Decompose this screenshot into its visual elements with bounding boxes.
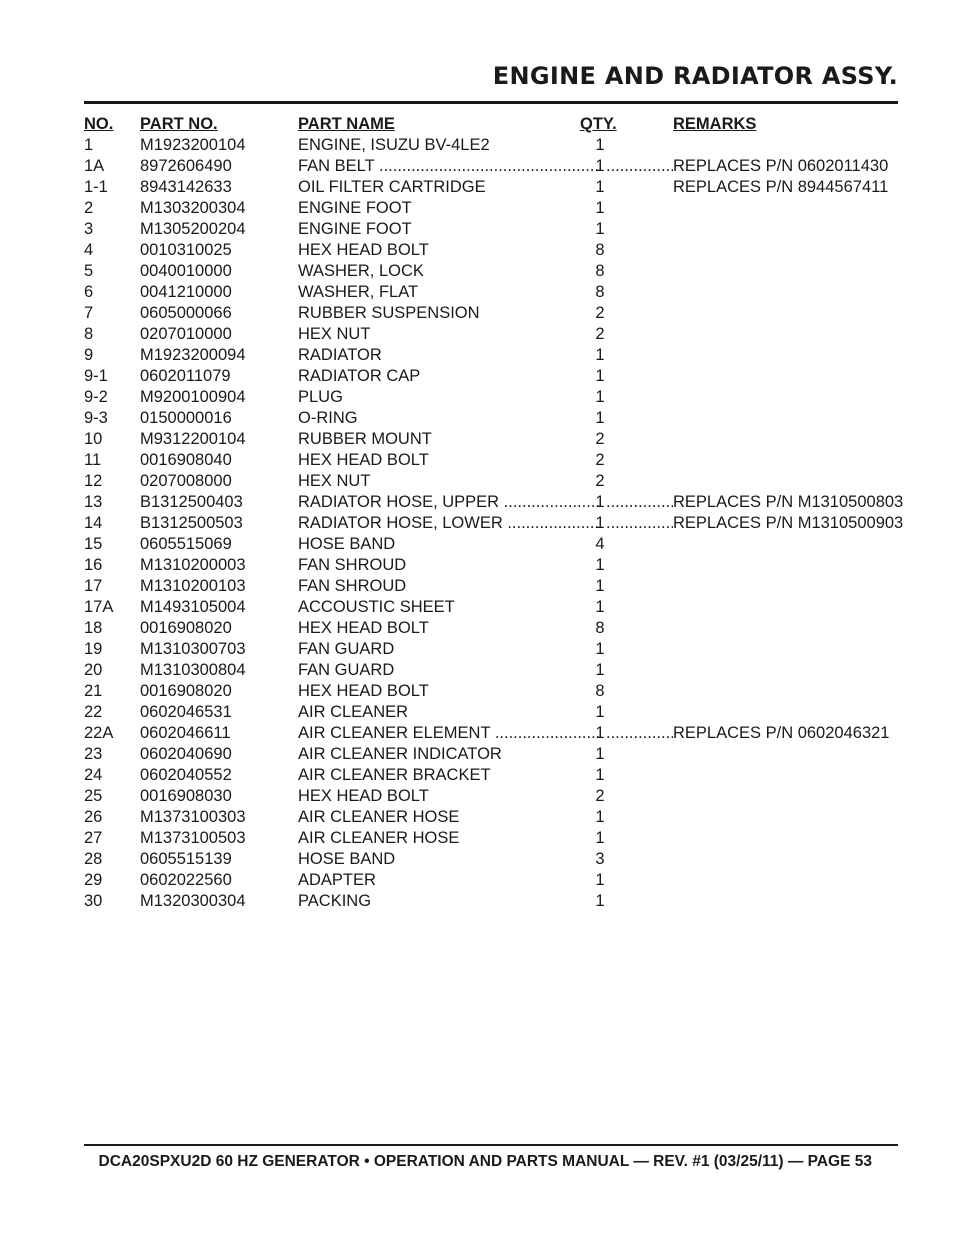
- part-number: M1320300304: [140, 892, 246, 910]
- part-name: AIR CLEANER BRACKET: [298, 766, 491, 784]
- quantity: 1: [595, 514, 605, 532]
- part-number: 0602022560: [140, 871, 232, 889]
- part-name: ENGINE, ISUZU BV-4LE2: [298, 136, 490, 154]
- part-number-index: 25: [84, 787, 103, 805]
- part-number-index: 9-3: [84, 409, 108, 427]
- table-row: [84, 576, 898, 597]
- table-row: [84, 282, 898, 303]
- table-row: [84, 849, 898, 870]
- table-row: [84, 597, 898, 618]
- part-number-index: 15: [84, 535, 103, 553]
- part-name: HEX NUT: [298, 472, 371, 490]
- quantity: 1: [595, 556, 605, 574]
- part-name: ENGINE FOOT: [298, 220, 412, 238]
- quantity: 1: [595, 136, 605, 154]
- part-number: M1310200103: [140, 577, 246, 595]
- part-name: HOSE BAND: [298, 850, 396, 868]
- quantity: 1: [595, 703, 605, 721]
- part-number-index: 2: [84, 199, 94, 217]
- table-row: [84, 807, 898, 828]
- quantity: 1: [595, 220, 605, 238]
- part-number: M1493105004: [140, 598, 246, 616]
- part-number: M1923200094: [140, 346, 246, 364]
- table-row: [84, 660, 898, 681]
- part-name: FAN GUARD: [298, 661, 395, 679]
- remarks: REPLACES P/N 0602011430: [673, 157, 889, 175]
- quantity: 1: [595, 871, 605, 889]
- table-row: [84, 198, 898, 219]
- part-number: 0016908030: [140, 787, 232, 805]
- quantity: 2: [595, 787, 605, 805]
- part-number-index: 20: [84, 661, 103, 679]
- part-number-index: 1A: [84, 157, 105, 175]
- quantity: 2: [595, 451, 605, 469]
- quantity: 1: [595, 598, 605, 616]
- part-name: RUBBER MOUNT: [298, 430, 432, 448]
- part-number-index: 29: [84, 871, 103, 889]
- table-row: [84, 744, 898, 765]
- part-number-index: 27: [84, 829, 103, 847]
- quantity: 1: [595, 892, 605, 910]
- parts-table: [84, 114, 904, 912]
- part-number: B1312500403: [140, 493, 243, 511]
- part-name: FAN SHROUD: [298, 577, 407, 595]
- part-name: AIR CLEANER HOSE: [298, 808, 460, 826]
- table-row: [84, 534, 898, 555]
- part-number: 0040010000: [140, 262, 232, 280]
- quantity: 8: [595, 682, 605, 700]
- part-number: 8943142633: [140, 178, 232, 196]
- part-number-index: 5: [84, 262, 94, 280]
- page-footer: DCA20SPXU2D 60 HZ GENERATOR • OPERATION AND PARTS MANUAL — REV. #1 (03/25/11) — PAGE 53: [98, 1153, 872, 1170]
- page-title: ENGINE AND RADIATOR ASSY.: [492, 62, 898, 90]
- quantity: 1: [595, 724, 605, 742]
- table-row: [84, 786, 898, 807]
- part-number-index: 6: [84, 283, 94, 301]
- part-number: M1310300804: [140, 661, 246, 679]
- remarks-leader: [606, 513, 673, 533]
- part-name: RUBBER SUSPENSION: [298, 304, 480, 322]
- part-name: RADIATOR HOSE, UPPER .....: [298, 492, 600, 512]
- part-name: HEX HEAD BOLT: [298, 619, 429, 637]
- part-number-index: 11: [84, 451, 102, 469]
- table-row: [84, 429, 898, 450]
- header-part-no: PART NO.: [140, 115, 218, 133]
- part-name: WASHER, LOCK: [298, 262, 424, 280]
- part-name: HEX NUT: [298, 325, 371, 343]
- part-number-index: 4: [84, 241, 94, 259]
- part-number: 0010310025: [140, 241, 232, 259]
- part-number-index: 17: [84, 577, 103, 595]
- part-number: 0016908040: [140, 451, 232, 469]
- part-number: 0207010000: [140, 325, 232, 343]
- part-name: PLUG: [298, 388, 343, 406]
- part-name: OIL FILTER CARTRIDGE: [298, 178, 486, 196]
- remarks: REPLACES P/N M1310500803: [673, 493, 904, 511]
- part-name: RADIATOR CAP: [298, 367, 421, 385]
- part-name: HEX HEAD BOLT: [298, 787, 429, 805]
- part-number: M1373100503: [140, 829, 246, 847]
- part-name: AIR CLEANER HOSE: [298, 829, 460, 847]
- table-row: [84, 828, 898, 849]
- part-number-index: 3: [84, 220, 94, 238]
- part-name: ADAPTER: [298, 871, 376, 889]
- part-number: M1373100303: [140, 808, 246, 826]
- part-name: HOSE BAND: [298, 535, 396, 553]
- table-row: [84, 345, 898, 366]
- header-no: NO.: [84, 115, 114, 133]
- table-row: [84, 513, 904, 534]
- quantity: 1: [595, 808, 605, 826]
- table-row: [84, 156, 898, 177]
- quantity: 2: [595, 325, 605, 343]
- table-row: [84, 366, 898, 387]
- quantity: 1: [595, 199, 605, 217]
- part-number: M9200100904: [140, 388, 246, 406]
- table-header-row: [84, 114, 898, 135]
- part-name: HEX HEAD BOLT: [298, 241, 429, 259]
- table-row: [84, 723, 898, 744]
- part-number: 0016908020: [140, 619, 232, 637]
- table-row: [84, 471, 898, 492]
- part-number-index: 18: [84, 619, 103, 637]
- quantity: 8: [595, 283, 605, 301]
- quantity: 1: [595, 745, 605, 763]
- part-number-index: 8: [84, 325, 94, 343]
- part-number: M1310300703: [140, 640, 246, 658]
- part-name: RADIATOR: [298, 346, 382, 364]
- remarks-leader: [606, 723, 673, 743]
- part-number-index: 23: [84, 745, 103, 763]
- part-name: WASHER, FLAT: [298, 283, 419, 301]
- part-number-index: 21: [84, 682, 103, 700]
- table-row: [84, 261, 898, 282]
- quantity: 3: [595, 850, 605, 868]
- table-row: [84, 135, 898, 156]
- table-row: [84, 408, 898, 429]
- quantity: 8: [595, 619, 605, 637]
- table-row: [84, 387, 898, 408]
- part-name: FAN BELT .....: [298, 156, 600, 176]
- part-name: RADIATOR HOSE, LOWER .....: [298, 513, 600, 533]
- part-number-index: 7: [84, 304, 94, 322]
- quantity: 1: [595, 367, 605, 385]
- quantity: 2: [595, 430, 605, 448]
- part-number: 0605000066: [140, 304, 232, 322]
- part-number: 0602040552: [140, 766, 232, 784]
- part-number: 0602040690: [140, 745, 232, 763]
- part-number-index: 10: [84, 430, 103, 448]
- header-qty: QTY.: [580, 115, 617, 133]
- part-number: M1303200304: [140, 199, 246, 217]
- part-number: M1305200204: [140, 220, 246, 238]
- part-number: 8972606490: [140, 157, 232, 175]
- table-row: [84, 240, 898, 261]
- table-row: [84, 450, 898, 471]
- part-number-index: 13: [84, 493, 103, 511]
- quantity: 1: [595, 178, 605, 196]
- part-number: M1923200104: [140, 136, 246, 154]
- part-name: PACKING: [298, 892, 372, 910]
- title-rule: [84, 101, 898, 104]
- table-row: [84, 555, 898, 576]
- part-number: 0605515139: [140, 850, 232, 868]
- part-number-index: 19: [84, 640, 103, 658]
- table-row: [84, 492, 904, 513]
- part-number: 0602011079: [140, 367, 231, 385]
- table-row: [84, 870, 898, 891]
- part-number: B1312500503: [140, 514, 243, 532]
- part-number: 0150000016: [140, 409, 232, 427]
- quantity: 1: [595, 766, 605, 784]
- quantity: 8: [595, 262, 605, 280]
- quantity: 1: [595, 157, 605, 175]
- quantity: 1: [595, 346, 605, 364]
- part-name: AIR CLEANER INDICATOR: [298, 745, 502, 763]
- part-number-index: 1: [84, 136, 94, 154]
- quantity: 1: [595, 577, 605, 595]
- table-row: [84, 702, 898, 723]
- part-number-index: 1-1: [84, 178, 108, 196]
- part-name: FAN SHROUD: [298, 556, 407, 574]
- table-row: [84, 765, 898, 786]
- part-number-index: 30: [84, 892, 103, 910]
- table-row: [84, 618, 898, 639]
- table-row: [84, 639, 898, 660]
- table-row: [84, 177, 898, 198]
- header-part-name: PART NAME: [298, 115, 395, 133]
- part-number: 0602046531: [140, 703, 232, 721]
- part-name: AIR CLEANER: [298, 703, 409, 721]
- footer-rule: [84, 1144, 898, 1146]
- table-body: [84, 135, 904, 912]
- remarks: REPLACES P/N 0602046321: [673, 724, 890, 742]
- part-number-index: 16: [84, 556, 103, 574]
- part-number-index: 14: [84, 514, 103, 532]
- part-number-index: 22A: [84, 724, 114, 742]
- remarks: REPLACES P/N M1310500903: [673, 514, 904, 532]
- header-remarks: REMARKS: [673, 115, 757, 133]
- quantity: 1: [595, 829, 605, 847]
- part-number-index: 28: [84, 850, 103, 868]
- part-name: ACCOUSTIC SHEET: [298, 598, 455, 616]
- part-number-index: 12: [84, 472, 103, 490]
- quantity: 1: [595, 409, 605, 427]
- part-number: M1310200003: [140, 556, 246, 574]
- remarks-leader: [606, 492, 673, 512]
- table-row: [84, 681, 898, 702]
- quantity: 1: [595, 493, 605, 511]
- part-number: 0207008000: [140, 472, 232, 490]
- quantity: 8: [595, 241, 605, 259]
- part-number-index: 22: [84, 703, 103, 721]
- part-number: M9312200104: [140, 430, 246, 448]
- table-row: [84, 324, 898, 345]
- remarks-leader: [606, 156, 673, 176]
- part-name: ENGINE FOOT: [298, 199, 412, 217]
- part-name: FAN GUARD: [298, 640, 395, 658]
- part-name: O-RING: [298, 409, 358, 427]
- part-number-index: 9: [84, 346, 94, 364]
- quantity: 1: [595, 661, 605, 679]
- table-row: [84, 219, 898, 240]
- part-number: 0041210000: [140, 283, 232, 301]
- part-number-index: 17A: [84, 598, 114, 616]
- part-number-index: 9-1: [84, 367, 108, 385]
- part-number: 0605515069: [140, 535, 232, 553]
- part-name: HEX HEAD BOLT: [298, 682, 429, 700]
- remarks: REPLACES P/N 8944567411: [673, 178, 889, 196]
- part-number: 0016908020: [140, 682, 232, 700]
- table-row: [84, 891, 898, 912]
- quantity: 1: [595, 388, 605, 406]
- part-number-index: 24: [84, 766, 103, 784]
- quantity: 2: [595, 472, 605, 490]
- part-number: 0602046611: [140, 724, 231, 742]
- quantity: 2: [595, 304, 605, 322]
- part-number-index: 9-2: [84, 388, 108, 406]
- quantity: 1: [595, 640, 605, 658]
- part-name: AIR CLEANER ELEMENT .....: [298, 723, 600, 743]
- part-name: HEX HEAD BOLT: [298, 451, 429, 469]
- part-number-index: 26: [84, 808, 103, 826]
- table-row: [84, 303, 898, 324]
- quantity: 4: [595, 535, 605, 553]
